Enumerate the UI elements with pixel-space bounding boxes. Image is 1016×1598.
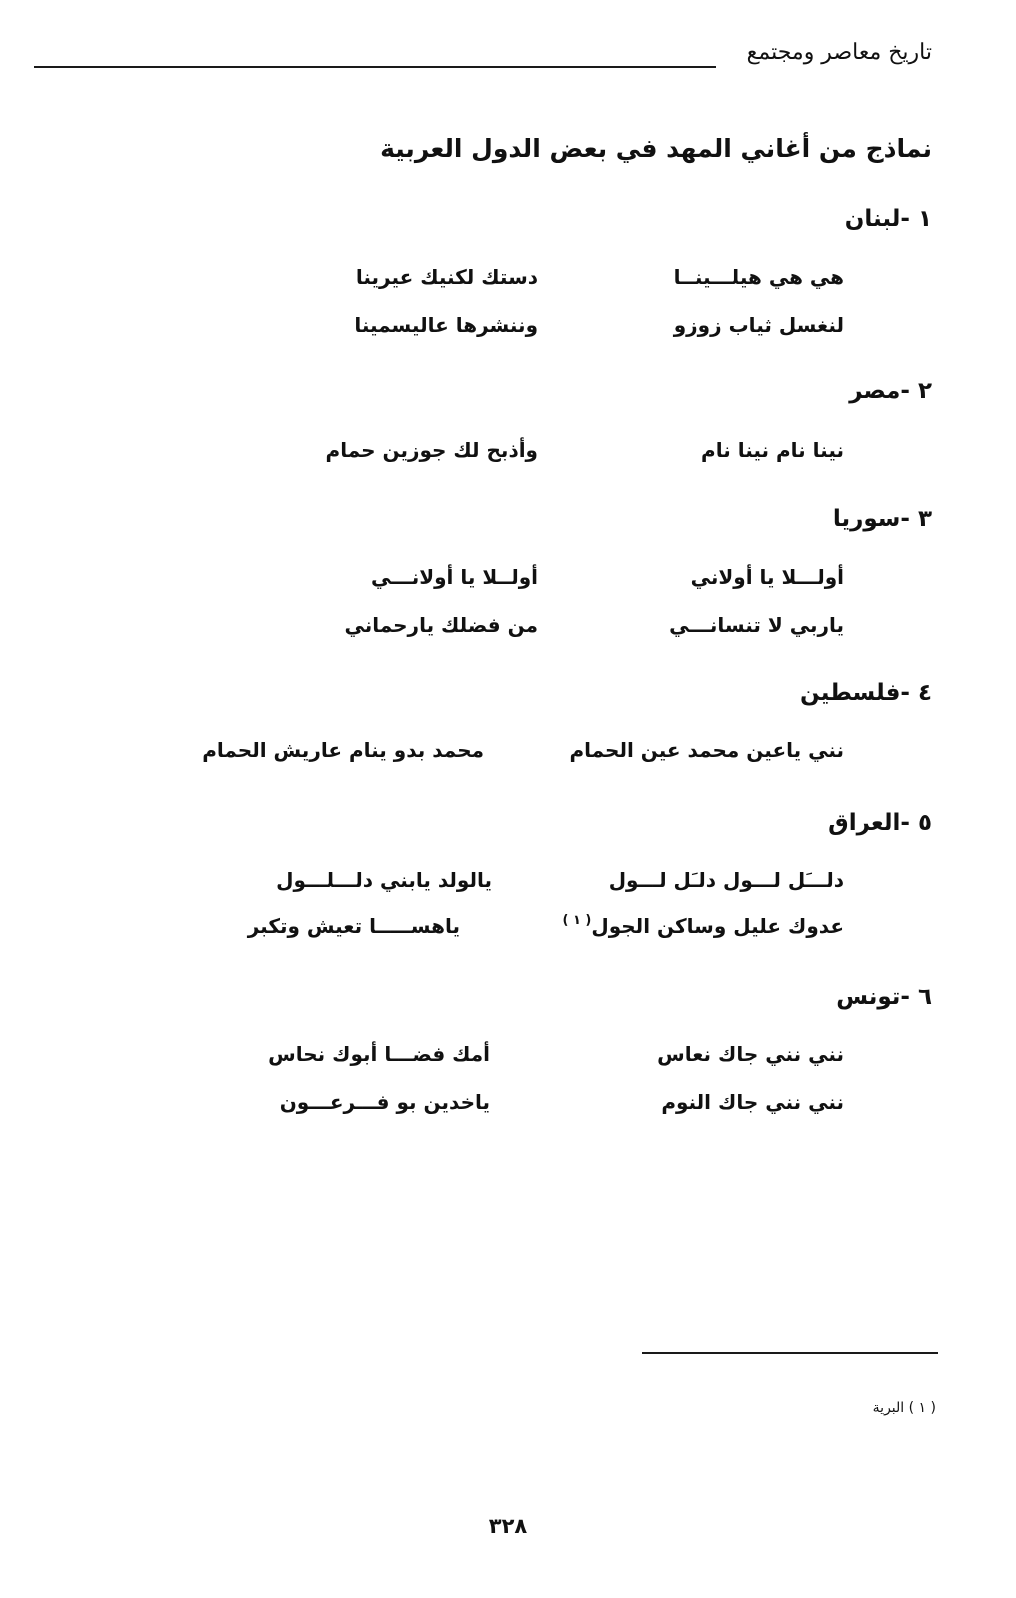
- page-title: نماذج من أغاني المهد في بعض الدول العربية: [380, 134, 932, 163]
- section-heading-tunisia: ٦ -تونس: [836, 984, 932, 1010]
- verse-egypt-1a: نينا نام نينا نام: [701, 438, 844, 462]
- verse-egypt-1b: وأذبح لك جوزين حمام: [325, 438, 538, 462]
- verse-syria-1a: أولـــلا يا أولاني: [690, 565, 844, 589]
- verse-lebanon-2b: وننشرها عاليسمينا: [354, 313, 538, 337]
- verse-palestine-1a: نني ياعين محمد عين الحمام: [569, 738, 844, 762]
- header-rule: [34, 66, 716, 68]
- section-heading-syria: ٣ -سوريا: [832, 506, 932, 532]
- footnote: ( ١ ) البرية: [872, 1400, 936, 1416]
- verse-iraq-2a-text: عدوك عليل وساكن الجول: [591, 914, 844, 938]
- verse-lebanon-1a: هي هي هيلـــينــا: [673, 265, 844, 289]
- verse-syria-2b: من فضلك يارحماني: [344, 613, 538, 637]
- section-heading-palestine: ٤ -فلسطين: [800, 680, 932, 706]
- verse-syria-2a: ياربي لا تنسانـــي: [669, 613, 844, 637]
- verse-iraq-2a: [563, 914, 845, 938]
- running-header-title: تاريخ معاصر ومجتمع: [746, 40, 932, 65]
- verse-tunisia-2b: ياخدين بو فـــرعـــون: [279, 1090, 490, 1114]
- verse-iraq-1a: دلـــَل لـــول دلـَل لـــول: [608, 868, 844, 892]
- verse-palestine-1b: محمد بدو ينام عاريش الحمام: [202, 738, 484, 762]
- verse-tunisia-2a: نني نني جاك النوم: [661, 1090, 844, 1114]
- verse-lebanon-1b: دستك لكنيك عيرينا: [355, 265, 538, 289]
- verse-lebanon-2a: لنغسل ثياب زوزو: [673, 313, 844, 337]
- verse-syria-1b: أولــلا يا أولانـــي: [370, 565, 538, 589]
- footnote-rule: [642, 1352, 938, 1354]
- section-heading-lebanon: ١ -لبنان: [844, 206, 932, 232]
- verse-tunisia-1a: نني نني جاك نعاس: [657, 1042, 844, 1066]
- verse-tunisia-1b: أمك فضـــا أبوك نحاس: [268, 1042, 490, 1066]
- verse-iraq-1b: يالولد يابني دلـــلـــول: [276, 868, 492, 892]
- page-number: ٣٢٨: [488, 1514, 528, 1538]
- section-heading-iraq: ٥ -العراق: [828, 810, 932, 836]
- verse-iraq-2b: ياهســـــا تعيش وتكبر: [247, 914, 460, 938]
- footnote-marker: ( ١ ): [562, 913, 592, 928]
- section-heading-egypt: ٢ -مصر: [849, 378, 932, 404]
